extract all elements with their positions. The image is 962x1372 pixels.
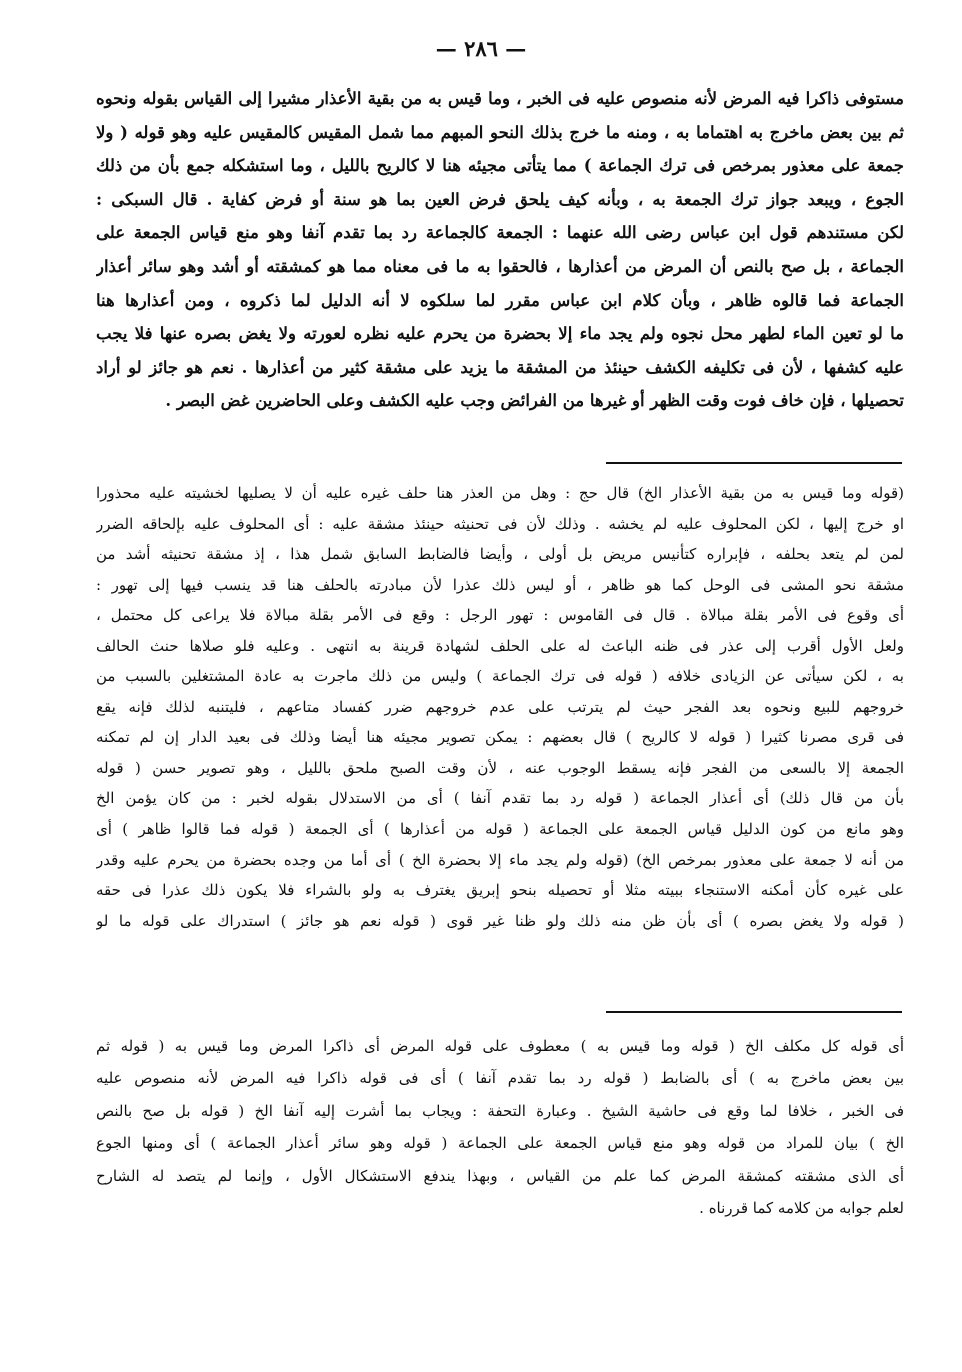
main-line: الجماعة فما قالوه ظاهر ، وبأن كلام ابن عباس مقرر لما سلكوه لا أنه الدليل لما ذكروه ، ومن أعذارها هنا (96, 290, 904, 310)
footnote-divider (606, 1011, 902, 1013)
footnote-line: أى الذى مشقته كمشقة المرض كما علم من القياس ، وبهذا يندفع الاستشكال الأول ، وإنما لم يتصد له الشارح (96, 1166, 904, 1185)
main-line: ما لو تعين الماء لطهر محل نجوه ولم يجد ماء إلا بحضرة من يحرم عليه نظره لعورته ولا يغض بصره عنها فلا يجب (96, 324, 904, 344)
footnote-line: به ، لكن سيأتى عن الزيادى خلافه ( قوله فى ترك الجماعة ) وليس من ذلك ماجرت به عادة المشتغلين بالسبب من (96, 667, 904, 686)
footnote-line: مشقة نحو المشى فى الوحل كما هو ظاهر ، أو ليس ذلك عذرا لأن مبادرته بالحلف هنا قد ينسب فيها إلى تهور : (96, 575, 904, 594)
footnote-line: فى الخبر ، خلافا لما وقع فى حاشية الشيخ . وعبارة التحفة : ويجاب بما أشرت إليه آنفا الخ ( قوله بل صح بالنص (96, 1101, 904, 1120)
main-text (96, 82, 904, 418)
main-line: جمعة على معذور بمرخص فى ترك الجماعة ) مما يتأتى مجيئه هنا لا كالريح بالليل ، وما استشكله جمع بأن من ذلك (96, 156, 904, 176)
footnote-line: بأن من قال ذلك) أى أعذار الجماعة ( قوله رد بما تقدم آنفا ) أى من الاستدلال بقوله لخبر : من كان يؤمن الخ (96, 789, 904, 808)
main-line: تحصيلها ، فإن خاف فوت وقت الظهر أو غيرها من الفرائض وجب عليه الكشف وعلى الحاضرين غض البصر . (165, 391, 904, 411)
main-line: عليه كشفها ، لأن فى تكليفه الكشف حينئذ من المشقة ما يزيد على مشقة كثير من أعذارها . نعم هو جائز لو أراد (96, 357, 904, 377)
footnote-line: لعلم جوابه من كلامه كما قررناه . (699, 1198, 904, 1217)
footnote-commentary-2 (96, 1030, 904, 1224)
footnote-line: أى وقوع فى الأمر بقلة مبالاة . قال فى القاموس : تهور الرجل : وقع فى الأمر بقلة مبالاة فلا يراعى كل محتمل ، (96, 606, 904, 625)
footnote-commentary-1 (96, 478, 904, 936)
footnote-line: على غيره كأن أمكنه الاستنجاء ببيته مثلا أو تحصيله بنحو إبريق يغترف به ولو بالشراء فلا يكون ذلك عذرا فى حقه (96, 881, 904, 900)
footnote-line: لمن لم يتعد بحلفه ، فإبراره كتأنيس مريض بل أولى ، وأيضا فالضابط السابق شمل هذا ، إذ مشقة تحنيثه أشد من (96, 545, 904, 564)
footnote-line: من أنه لا جمعة على معذور بمرخص الخ) (قوله ولم يجد ماء إلا بحضرة الخ ) أى أما من وجده بحضرة من يحرم عليه وقدر (96, 850, 904, 869)
footnote-line: ( قوله ولا يغض بصره ) أى بأن ظن منه ذلك ولو ظنا غير قوى ( قوله نعم هو جائز ) استدراك على قوله ما لو (96, 911, 904, 930)
main-line: مستوفى ذاكرا فيه المرض لأنه منصوص عليه فى الخبر ، وما قيس به من بقية الأعذار مشيرا إلى القياس بقوله ونحوه (96, 89, 904, 108)
main-line: الجماعة ، بل صح بالنص أن المرض من أعذارها ، فالحقوا به ما فى معناه مما هو كمشقته أو أشد وهو سائر أعذار (96, 256, 904, 276)
page-number: — ٢٨٦ — (435, 36, 527, 61)
footnote-line: او خرج إليها ، لكن المحلوف عليه لم يخشه . وذلك لأن فى تحنيثه حينئذ مشقة عليه : أى المحلوف عليه بإلحاقه الضرر (96, 514, 904, 533)
footnote-line: (قوله وما قيس به من بقية الأعذار الخ) قال حج : وهل من العذر هنا حلف غيره عليه أن لا يصليها لخشيته عليه محذورا (96, 484, 904, 502)
footnote-divider (606, 462, 902, 464)
footnote-line: ولعل الأول أقرب إلى عذر فى ظنه الباعث له على الحلف لشهادة قرينة به انتهى . وعليه فلو صلاها حنث الحالف (96, 636, 904, 655)
main-line: لكن مستندهم قول ابن عباس رضى الله عنهما : الجمعة كالجماعة رد بما تقدم آنفا وهو منع قياس الجمعة على (96, 223, 904, 243)
footnote-line: فى قرى مصرنا كثيرا ( قوله لا كالريح ) قال بعضهم : يمكن تصوير مجيئه هنا أيضا وذلك فى بعيد الدار إن لم تمكنه (96, 728, 904, 747)
main-line: ثم بين بعض ماخرج به اهتماما به ، ومنه ما خرج بذلك النحو المبهم مما شمل المقيس كالمقيس عليه وهو قوله ( ولا (96, 122, 904, 142)
footnote-line: خروجهم للبيع ونحوه بعد الفجر حيث لم يترتب على عدم خروجهم ضرر كفساد متاعهم ، فليتنبه لذلك فإنه يقع (96, 697, 904, 716)
footnote-line: أى قوله كل مكلف الخ ( قوله وما قيس به ) معطوف على قوله المرض أى ذاكرا المرض وما قيس به ( قوله ثم (96, 1037, 904, 1055)
footnote-line: بين بعض ماخرج به ) أى بالضابط ( قوله رد بما تقدم آنفا ) أى فى قوله ذاكرا فيه المرض لأنه منصوص عليه (96, 1069, 904, 1088)
main-line: الجوع ، ويبعد جواز ترك الجمعة به ، وبأنه كيف يلحق فرض العين بما هو سنة أو فرض كفاية . قال السبكى : (96, 189, 904, 209)
footnote-line: الخ ) بيان للمراد من قوله وهو منع قياس الجمعة على الجماعة ( قوله وهو سائر أعذار الجماعة ) أى ومنها الجوع (96, 1134, 904, 1153)
footnote-line: الجمعة إلا بالسعى من الفجر فإنه يسقط الوجوب عنه ، لأن وقت الصبح ملحق بالليل ، وهو تصوير حسن ( قوله (96, 758, 904, 777)
footnote-line: وهو مانع من كون الدليل قياس الجمعة على الجماعة ( قوله من أعذارها ) أى الجمعة ( قوله فما قالوا ظاهر ) أى (96, 820, 904, 839)
